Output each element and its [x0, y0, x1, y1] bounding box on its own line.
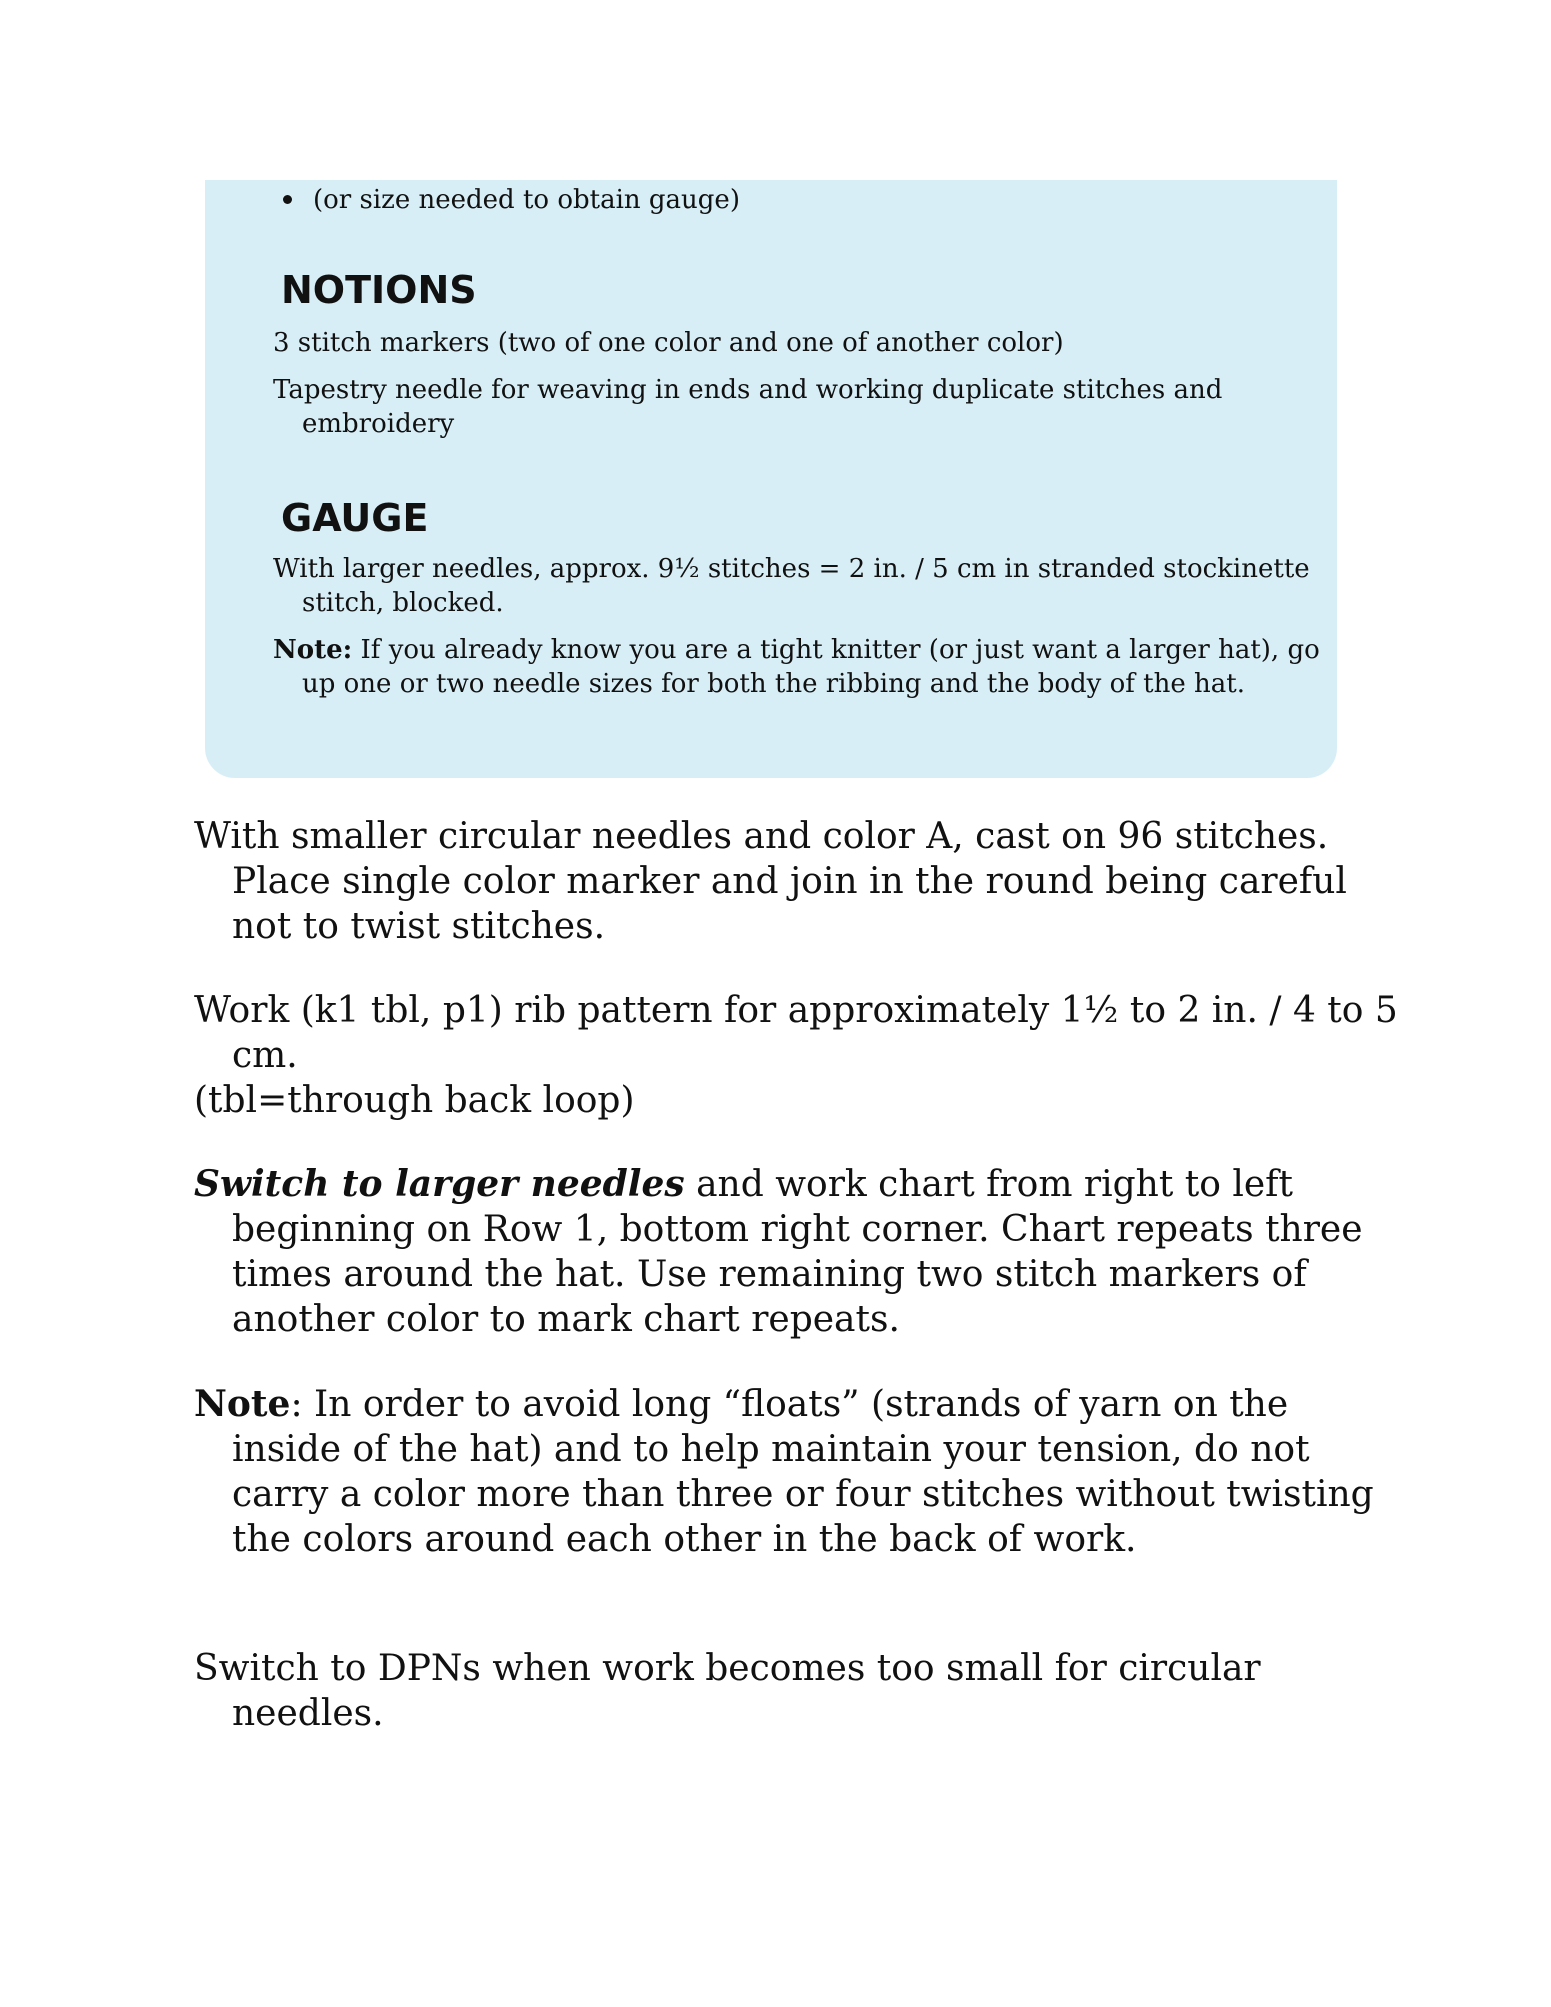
- cast-on-instruction: With smaller circular needles and color A, cast on 96 stitches. Place single color marker and join in the round being careful not to twist stitches.: [194, 816, 1347, 947]
- dpn-instruction: Switch to DPNs when work becomes too small for circular needles.: [194, 1648, 1261, 1734]
- needle-size-bullet: [283, 183, 740, 217]
- notions-item-markers: 3 stitch markers (two of one color and one of another color): [273, 328, 1064, 358]
- gauge-note-text: If you already know you are a tight knitter (or just want a larger hat), go up one or two needle sizes for both the ribbing and the body of the hat.: [302, 635, 1320, 699]
- rib-instruction: Work (k1 tbl, p1) rib pattern for approximately 1½ to 2 in. / 4 to 5 cm.: [194, 990, 1398, 1076]
- switch-needles-instruction: [194, 1162, 1402, 1342]
- switch-needles-emphasis: Switch to larger needles: [194, 1163, 685, 1205]
- gauge-heading: GAUGE: [281, 496, 429, 540]
- tbl-definition: (tbl=through back loop): [194, 1080, 635, 1121]
- notions-heading: NOTIONS: [281, 268, 477, 312]
- gauge-text: With larger needles, approx. 9½ stitches = 2 in. / 5 cm in stranded stockinette stitch, blocked.: [273, 554, 1310, 618]
- gauge-note: [273, 633, 1342, 701]
- needle-size-note: (or size needed to obtain gauge): [313, 185, 740, 215]
- bullet-icon: [283, 195, 292, 204]
- notions-item-tapestry-needle: Tapestry needle for weaving in ends and working duplicate stitches and embroidery: [273, 375, 1223, 439]
- switch-needles-text: and work chart from right to left beginning on Row 1, bottom right corner. Chart repeats three times around the hat. Use remaining two stitch markers of another color to mark chart repeats.: [232, 1164, 1363, 1340]
- floats-note: [194, 1382, 1402, 1562]
- floats-note-text: : In order to avoid long “floats” (strands of yarn on the inside of the hat) and to help maintain your tension, do not carry a color more than three or four stitches without twisting the colors around each other in the back of work.: [232, 1384, 1374, 1560]
- gauge-note-label: Note:: [273, 635, 353, 665]
- floats-note-label: Note: [194, 1383, 291, 1425]
